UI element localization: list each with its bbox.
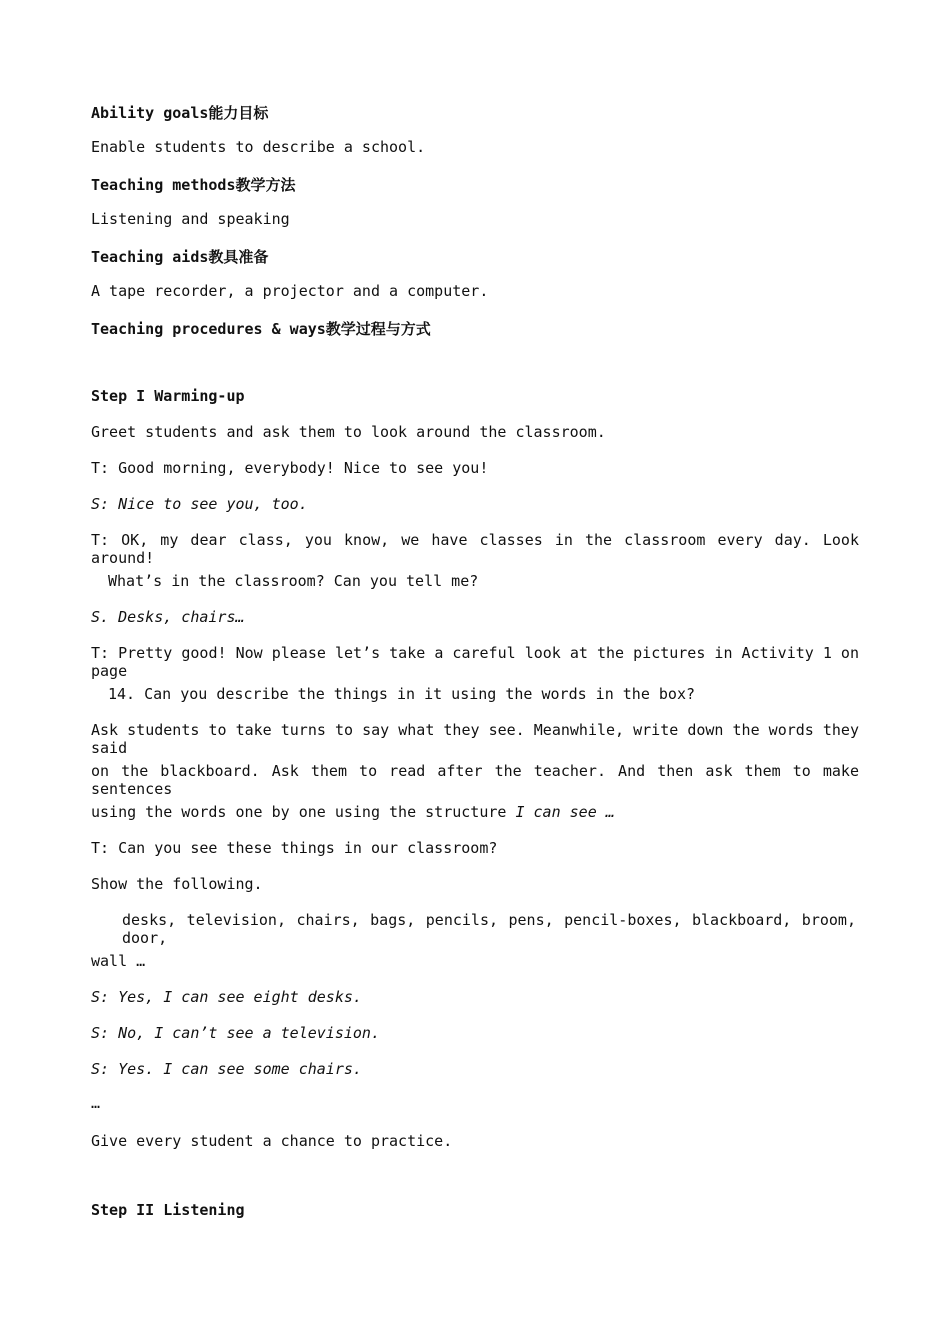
teacher-line-3a: T: Pretty good! Now please let’s take a careful look at the pictures in Activity 1 on page (91, 644, 859, 680)
instruction-line-c (91, 803, 615, 821)
greet-text: Greet students and ask them to look around the classroom. (91, 423, 606, 441)
methods-text: Listening and speaking (91, 210, 290, 228)
student-line-1: S: Nice to see you, too. (91, 495, 308, 513)
words-line-b: wall … (91, 952, 146, 970)
ellipsis-line: … (91, 1094, 101, 1112)
teacher-line-1: T: Good morning, everybody! Nice to see you! (91, 459, 489, 477)
heading-teaching-procedures: Teaching procedures & ways教学过程与方式 (91, 320, 431, 338)
heading-step-2: Step II Listening (91, 1201, 245, 1219)
teacher-line-4: T: Can you see these things in our classroom? (91, 839, 498, 857)
student-line-2: S. Desks, chairs… (91, 608, 245, 626)
words-line-a: desks, television, chairs, bags, pencils, pens, pencil-boxes, blackboard, broom, door, (122, 911, 856, 947)
heading-step-1: Step I Warming-up (91, 387, 245, 405)
aids-text: A tape recorder, a projector and a computer. (91, 282, 489, 300)
instruction-line-b: on the blackboard. Ask them to read after the teacher. And then ask them to make sentences (91, 762, 859, 798)
teacher-line-2a: T: OK, my dear class, you know, we have classes in the classroom every day. Look around! (91, 531, 859, 567)
ability-text: Enable students to describe a school. (91, 138, 426, 156)
instruction-line-a: Ask students to take turns to say what they see. Meanwhile, write down the words they said (91, 721, 859, 757)
practice-text: Give every student a chance to practice. (91, 1132, 453, 1150)
structure-example: I can see … (515, 803, 615, 821)
heading-teaching-methods: Teaching methods教学方法 (91, 176, 296, 194)
student-line-4: S: No, I can’t see a television. (91, 1024, 380, 1042)
show-text: Show the following. (91, 875, 263, 893)
student-line-5: S: Yes. I can see some chairs. (91, 1060, 362, 1078)
teacher-line-2b: What’s in the classroom? Can you tell me? (108, 572, 479, 590)
heading-teaching-aids: Teaching aids教具准备 (91, 248, 269, 266)
student-line-3: S: Yes, I can see eight desks. (91, 988, 362, 1006)
teacher-line-3b: 14. Can you describe the things in it using the words in the box? (108, 685, 695, 703)
heading-ability-goals: Ability goals能力目标 (91, 104, 269, 122)
instruction-line-c-text: using the words one by one using the structure (91, 803, 516, 821)
